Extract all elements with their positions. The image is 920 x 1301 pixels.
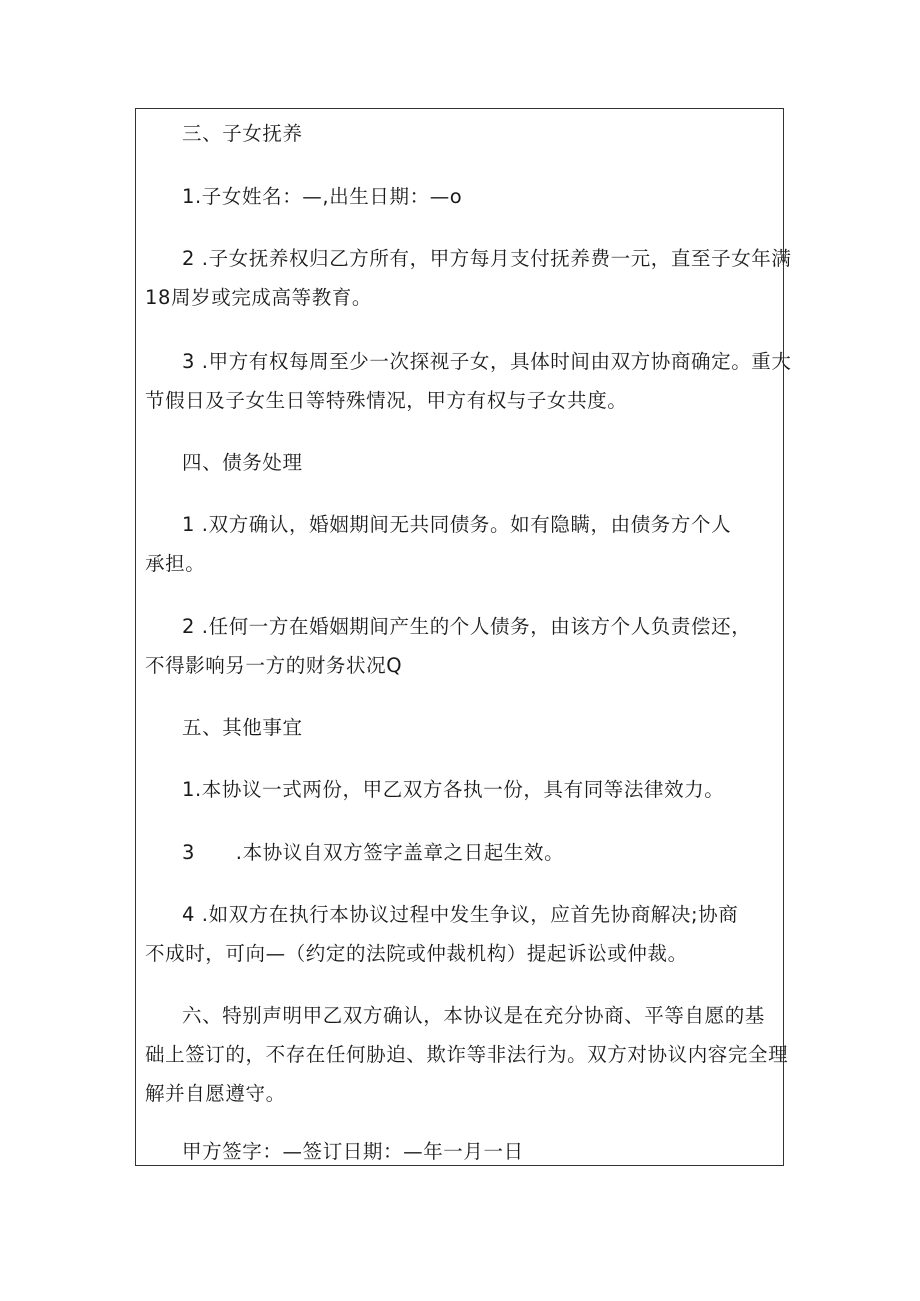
paragraph-line: 础上签订的，不存在任何胁迫、欺诈等非法行为。双方对协议内容完全理	[145, 1043, 789, 1066]
paragraph-line: 2 .子女抚养权归乙方所有，甲方每月支付抚养费一元，直至子女年满	[182, 247, 792, 270]
paragraph-line: 承担。	[145, 552, 206, 575]
paragraph-line: 解并自愿遵守。	[145, 1082, 286, 1105]
paragraph-line: 3 .甲方有权每周至少一次探视子女，具体时间由双方协商确定。重大	[182, 350, 792, 373]
paragraph-line: 18周岁或完成高等教育。	[145, 286, 373, 309]
section-heading-child-custody: 三、子女抚养	[182, 122, 303, 145]
section-heading-other: 五、其他事宜	[182, 716, 303, 739]
paragraph-line: 2 .任何一方在婚姻期间产生的个人债务，由该方个人负责偿还，	[182, 615, 752, 638]
paragraph-line: 不得影响另一方的财务状况Q	[145, 654, 403, 677]
paragraph-line: 不成时，可向—（约定的法院或仲裁机构）提起诉讼或仲裁。	[145, 942, 688, 965]
paragraph-line: 1.本协议一式两份，甲乙双方各执一份，具有同等法律效力。	[182, 778, 725, 801]
paragraph-line: 节假日及子女生日等特殊情况，甲方有权与子女共度。	[145, 389, 628, 412]
paragraph-line: 4 .如双方在执行本协议过程中发生争议，应首先协商解决;协商	[182, 903, 739, 926]
paragraph-line: 1.子女姓名：—,出生日期：—o	[182, 185, 463, 208]
section-heading-declaration: 六、特别声明甲乙双方确认，本协议是在充分协商、平等自愿的基	[182, 1004, 765, 1027]
paragraph-line: 1 .双方确认，婚姻期间无共同债务。如有隐瞒，由债务方个人	[182, 513, 732, 536]
signature-line: 甲方签字：—签订日期：—年一月一日	[182, 1140, 524, 1163]
section-heading-debt: 四、债务处理	[182, 451, 303, 474]
paragraph-line: 3 .本协议自双方签字盖章之日起生效。	[182, 841, 565, 864]
